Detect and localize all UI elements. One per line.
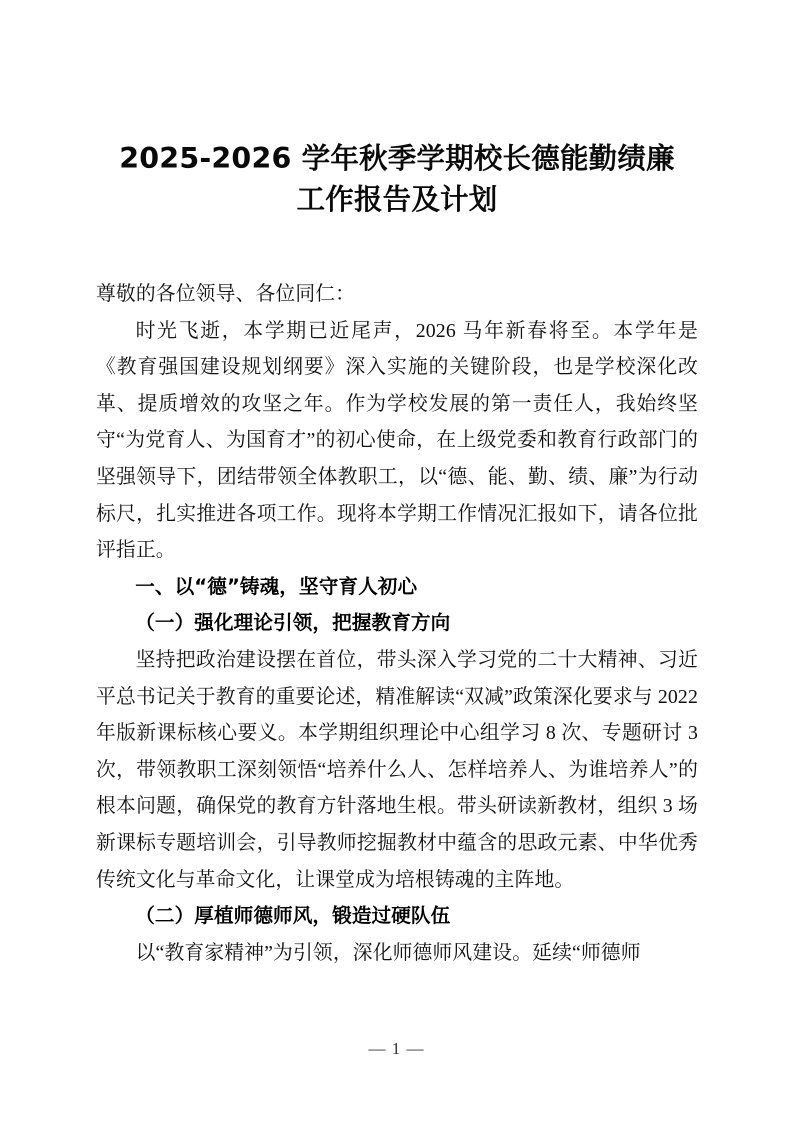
salutation: 尊敬的各位领导、各位同仁： bbox=[96, 283, 356, 305]
section-heading: 一、以“德”铸魂，坚守育人初心 bbox=[135, 574, 418, 598]
subsection-heading: （二）厚植师德师风，锻造过硬队伍 bbox=[135, 904, 451, 928]
page-number: — 1 — bbox=[368, 1039, 425, 1058]
body-paragraph: 坚持把政治建设摆在首位，带头深入学习党的二十大精神、习近平总书记关于教育的重要论述，精准解读“双减”政策深化要求与 2022 年版新课标核心要义。本学期组织理论中心组学习 8 次、专题研讨 3 次，带领教职工深刻领悟“培养什么人、怎样培养人、为谁培养人”的根本问题，确保党的教育方针落地生根。带头研读新教材，组织 3 场新课标专题培训会，引导教师挖掘教材中蕴含的思政元素、中华优秀传统文化与革命文化，让课堂成为培根铸魂的主阵地。 bbox=[96, 648, 698, 891]
title-spacer bbox=[96, 220, 698, 276]
page-footer bbox=[0, 1038, 793, 1060]
subsection-heading: （一）强化理论引领，把握教育方向 bbox=[135, 611, 451, 635]
page-title-line-2: 工作报告及计划 bbox=[296, 183, 498, 216]
page-title bbox=[96, 138, 698, 220]
document-body bbox=[96, 138, 698, 971]
body-paragraph: 时光飞逝，本学期已近尾声，2026 马年新春将至。本学年是《教育强国建设规划纲要》深入实施的关键阶段，也是学校深化改革、提质增效的攻坚之年。作为学校发展的第一责任人，我始终坚守“为党育人、为国育才”的初心使命，在上级党委和教育行政部门的坚强领导下，团结带领全体教职工，以“德、能、勤、绩、廉”为行动标尺，扎实推进各项工作。现将本学期工作情况汇报如下，请各位批评指正。 bbox=[96, 319, 698, 562]
body-paragraph: 以“教育家精神”为引领，深化师德师风建设。延续“师德师 bbox=[135, 941, 641, 964]
page-title-line-1: 2025-2026 学年秋季学期校长德能勤绩廉 bbox=[119, 142, 675, 175]
